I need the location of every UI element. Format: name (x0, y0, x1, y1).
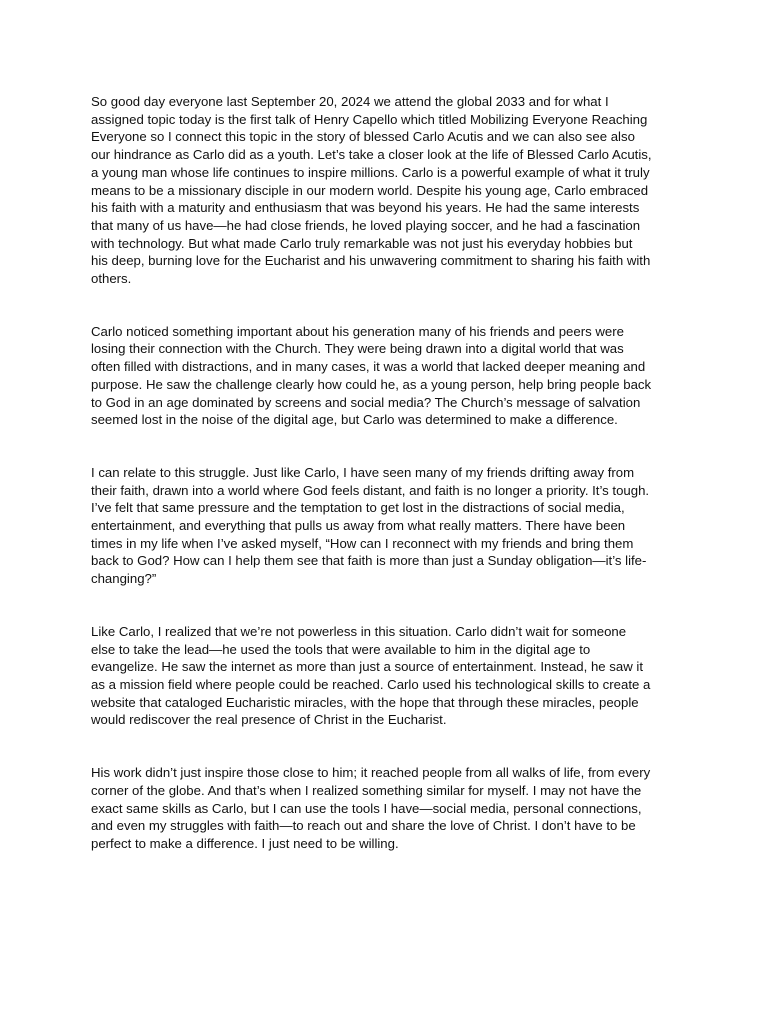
text-line: as a mission field where people could be reached. Carlo used his technological skills to create a (91, 676, 651, 692)
paragraph-3 (91, 464, 681, 588)
text-line: entertainment, and everything that pulls us away from what really matters. There have been (91, 518, 626, 534)
text-line: a young man whose life continues to inspire millions. Carlo is a powerful example of what it truly (91, 164, 650, 180)
text-line: would rediscover the real presence of Christ in the Eucharist. (91, 712, 447, 728)
text-line: others. (91, 271, 132, 287)
text-line: else to take the lead—he used the tools that were available to him in the digital age to (91, 641, 591, 657)
text-line: evangelize. He saw the internet as more than just a source of entertainment. Instead, he saw it (91, 659, 643, 675)
paragraph-4 (91, 623, 681, 729)
paragraph-5 (91, 764, 681, 853)
text-line: Everyone so I connect this topic in the story of blessed Carlo Acutis and we can also see also (91, 129, 635, 145)
text-line: to God in an age dominated by screens and social media? The Church’s message of salvation (91, 394, 641, 410)
text-line: corner of the globe. And that’s when I realized something similar for myself. I may not have the (91, 782, 642, 798)
text-line: changing?” (91, 571, 157, 587)
text-line: often filled with distractions, and in many cases, it was a world that lacked deeper meaning and (91, 359, 646, 375)
text-line: exact same skills as Carlo, but I can use the tools I have—social media, personal connections, (91, 800, 642, 816)
paragraph-1 (91, 93, 681, 288)
text-line: I’ve felt that same pressure and the temptation to get lost in the distractions of social media, (91, 500, 625, 516)
text-line: means to be a missionary disciple in our modern world. Despite his young age, Carlo embraced (91, 182, 649, 198)
text-line: that many of us have—he had close friends, he loved playing soccer, and he had a fascination (91, 217, 641, 233)
text-line: So good day everyone last September 20, 2024 we attend the global 2033 and for what I (91, 94, 609, 109)
text-line: seemed lost in the noise of the digital age, but Carlo was determined to make a difference. (91, 412, 618, 428)
text-line: and even my struggles with faith—to reach out and share the love of Christ. I don’t have to be (91, 818, 636, 834)
text-line: his deep, burning love for the Eucharist and his unwavering commitment to sharing his faith with (91, 253, 651, 269)
text-line: Carlo noticed something important about his generation many of his friends and peers were (91, 323, 624, 339)
text-line: Like Carlo, I realized that we’re not powerless in this situation. Carlo didn’t wait for someone (91, 623, 627, 639)
text-line: I can relate to this struggle. Just like Carlo, I have seen many of my friends drifting away from (91, 464, 635, 480)
text-line: assigned topic today is the first talk of Henry Capello which titled Mobilizing Everyone Reaching (91, 111, 648, 127)
text-line: with technology. But what made Carlo truly remarkable was not just his everyday hobbies but (91, 235, 633, 251)
text-line: His work didn’t just inspire those close to him; it reached people from all walks of life, from every (91, 765, 651, 781)
text-line: times in my life when I’ve asked myself, “How can I reconnect with my friends and bring them (91, 535, 634, 551)
text-line: their faith, drawn into a world where God feels distant, and faith is no longer a priority. It’s tough. (91, 482, 650, 498)
text-line: perfect to make a difference. I just need to be willing. (91, 835, 399, 851)
text-line: website that cataloged Eucharistic miracles, with the hope that through these miracles, people (91, 694, 639, 710)
paragraph-2 (91, 323, 681, 429)
document-body (91, 93, 681, 853)
text-line: back to God? How can I help them see that faith is more than just a Sunday obligation—it’s life- (91, 553, 647, 569)
text-line: our hindrance as Carlo did as a youth. Let’s take a closer look at the life of Blessed Carlo Acutis, (91, 147, 652, 163)
text-line: losing their connection with the Church. They were being drawn into a digital world that was (91, 341, 624, 357)
text-line: purpose. He saw the challenge clearly how could he, as a young person, help bring people back (91, 376, 652, 392)
text-line: his faith with a maturity and enthusiasm that was beyond his years. He had the same interests (91, 200, 640, 216)
